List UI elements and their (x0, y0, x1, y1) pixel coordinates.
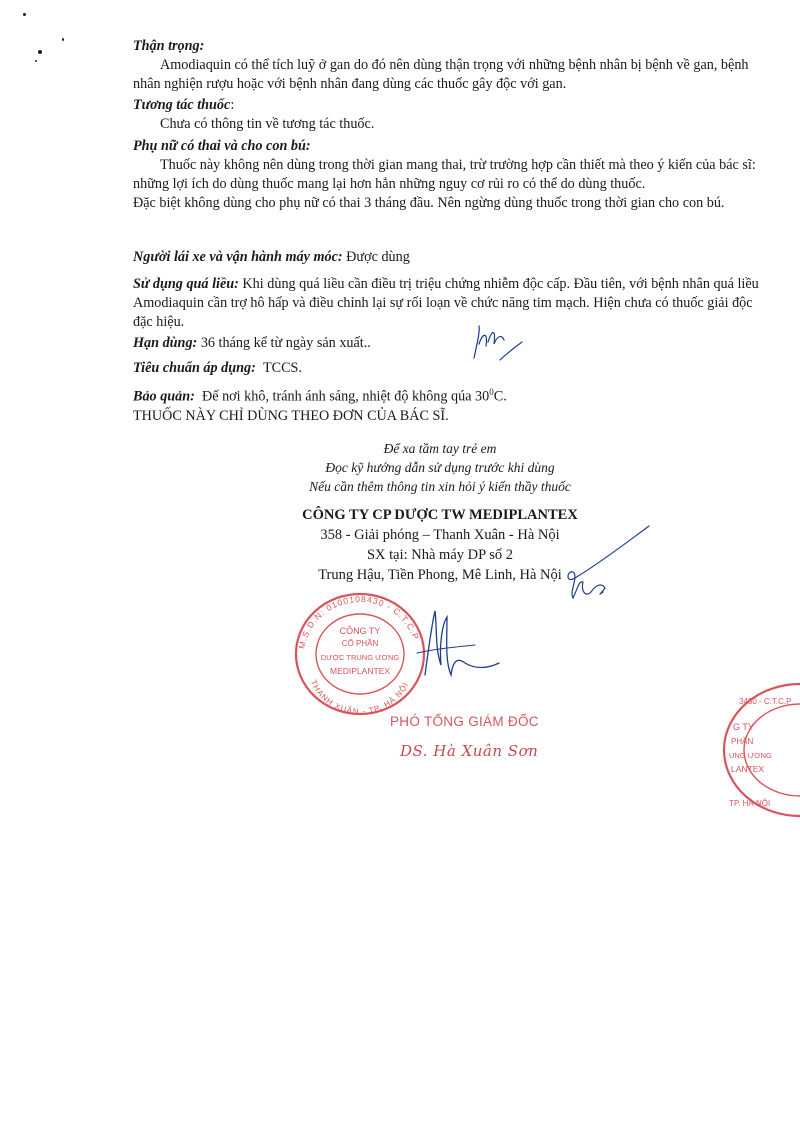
company-name: CÔNG TY CP DƯỢC TW MEDIPLANTEX (302, 507, 578, 523)
shelf-life-text: 36 tháng kể từ ngày sản xuất.. (200, 335, 371, 351)
storage-label: Bảo quản: (133, 388, 195, 405)
scan-speck (35, 60, 37, 62)
scan-speck (23, 13, 26, 16)
interactions-heading (133, 96, 773, 115)
company-factory-address: Trung Hậu, Tiền Phong, Mê Linh, Hà Nội (318, 567, 562, 583)
notices-block (200, 439, 680, 496)
storage-line (133, 383, 773, 407)
section-driving (133, 248, 773, 267)
interactions-text: Chưa có thông tin về tương tác thuốc. (160, 116, 375, 132)
caution-label: Thận trọng: (133, 38, 205, 54)
partial-seal-line-1: G TY (733, 722, 754, 732)
section-storage (133, 383, 773, 426)
notice-ask-doctor: Nếu cần thêm thông tin xin hỏi ý kiến thầy thuốc (309, 479, 571, 494)
scan-speck (38, 50, 42, 54)
overdose-paragraph (133, 275, 773, 332)
seal-line-1: CÔNG TY (339, 626, 381, 636)
scan-speck (62, 38, 64, 41)
section-shelf-life (133, 334, 773, 353)
section-caution (133, 37, 773, 94)
notice-read-instructions: Đọc kỹ hướng dẫn sử dụng trước khi dùng (325, 460, 555, 475)
company-factory: SX tại: Nhà máy DP số 2 (366, 547, 514, 563)
company-address: 358 - Giải phóng – Thanh Xuân - Hà Nội (320, 527, 560, 543)
pregnancy-label: Phụ nữ có thai và cho con bú: (133, 138, 311, 154)
seal-ring-bottom: THANH XUÂN - TP. HÀ NỘI (308, 678, 411, 717)
driving-line (133, 248, 773, 267)
shelf-life-line (133, 334, 773, 353)
initials-scribble (470, 320, 530, 370)
standard-label: Tiêu chuẩn áp dụng: (133, 360, 256, 376)
prescription-warning: THUỐC NÀY CHỈ DÙNG THEO ĐƠN CỦA BÁC SĨ. (133, 407, 449, 424)
interactions-label: Tương tác thuốc (133, 97, 231, 113)
caution-text: Amodiaquin có thể tích luỹ ở gan do đó nên dùng thận trọng với những bệnh nhân bị bệnh về gan, bệnh nhân nghiện rượu hoặc với bệnh nhân đang dùng các thuốc gây độc với gan. (133, 57, 749, 92)
notice-children: Để xa tầm tay trẻ em (383, 441, 497, 456)
driving-text: Được dùng (346, 249, 410, 265)
pregnancy-text-2: Đặc biệt không dùng cho phụ nữ có thai 3 tháng đầu. Nên ngừng dùng thuốc trong thời gian cho con bú. (133, 195, 725, 211)
seal-line-4: MEDIPLANTEX (330, 666, 390, 676)
seal-line-3: DƯỢC TRUNG ƯƠNG (320, 653, 400, 662)
overdose-text: Khi dùng quá liều cần điều trị triệu chứng nhiễm độc cấp. Đầu tiên, với bệnh nhân quá liều Amodiaquin cần trợ hô hấp và điều chỉnh lại sự rối loạn về chức năng tim mạch. Hiện chưa có thuốc giải độc đặc hiệu. (133, 276, 759, 330)
partial-seal-line-3: UNG ƯƠNG (729, 751, 772, 760)
partial-seal-ring-top: 3430 - C.T.C.P (739, 697, 792, 706)
director-signature (395, 605, 505, 695)
shelf-life-label: Hạn dùng: (133, 335, 198, 351)
signer-name: DS. Hà Xuân Sơn (400, 742, 539, 760)
storage-text: Để nơi khô, tránh ánh sáng, nhiệt độ không qúa 30 (201, 388, 490, 405)
section-standard (133, 359, 773, 378)
signer-role: PHÓ TỔNG GIÁM ĐỐC (390, 714, 539, 729)
partial-seal-right (715, 680, 800, 820)
driving-label: Người lái xe và vận hành máy móc: (133, 249, 343, 265)
section-overdose (133, 275, 773, 332)
seal-ring-top: M.S.D.N: 0100108430 - C.T.C.P (296, 593, 422, 650)
pregnancy-text-1: Thuốc này không nên dùng trong thời gian mang thai, trừ trường hợp cần thiết mà theo ý kiến của bác sĩ: những lợi ích do dùng thuốc mang lại hơn hẳn những nguy cơ rủi ro có thể do dùng thuốc. (133, 157, 756, 192)
overdose-label: Sử dụng quá liều: (133, 276, 239, 292)
interactions-colon: : (230, 97, 235, 113)
partial-seal-ring-bottom: TP. HÀ NỘI (729, 799, 771, 808)
section-interactions (133, 96, 773, 134)
standard-text: TCCS. (262, 360, 302, 376)
storage-degree: 0 (489, 387, 494, 397)
partial-seal-line-4: LANTEX (731, 764, 765, 774)
partial-seal-line-2: PHẦN (731, 737, 754, 746)
seal-line-2: CỔ PHẦN (341, 639, 379, 648)
standard-line (133, 359, 773, 378)
handwritten-signature-blue (545, 520, 655, 610)
storage-unit: C. (493, 388, 507, 405)
section-pregnancy (133, 137, 773, 213)
